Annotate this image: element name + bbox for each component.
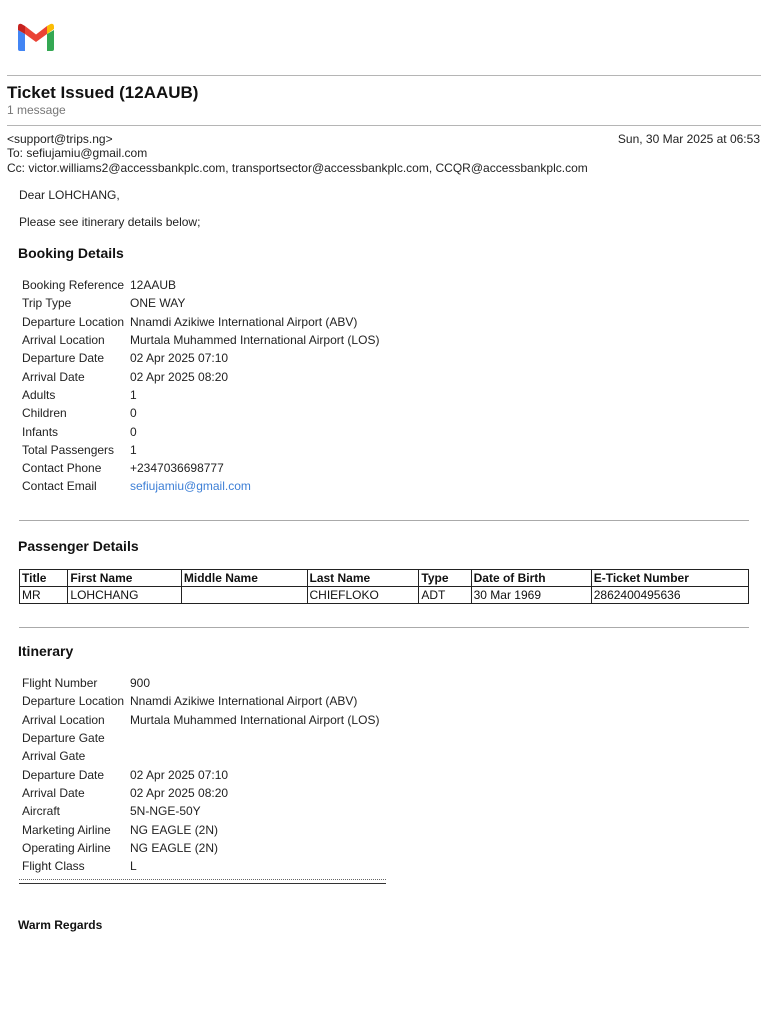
table-cell: ADT — [419, 587, 471, 604]
detail-label: Adults — [22, 387, 56, 402]
detail-value: Murtala Muhammed International Airport (LOS) — [130, 333, 380, 348]
detail-value: NG EAGLE (2N) — [130, 840, 219, 855]
detail-label: Departure Date — [22, 767, 105, 782]
detail-row — [19, 441, 381, 459]
detail-label: Contact Email — [22, 479, 97, 494]
detail-row — [19, 276, 381, 294]
booking-details-heading: Booking Details — [18, 245, 124, 261]
detail-label: Aircraft — [22, 804, 61, 819]
table-cell: 2862400495636 — [591, 587, 748, 604]
detail-row — [19, 674, 381, 692]
detail-row — [19, 747, 381, 765]
detail-row — [19, 331, 381, 349]
detail-label: Arrival Gate — [22, 749, 86, 764]
detail-label: Flight Class — [22, 859, 85, 874]
detail-value: ONE WAY — [130, 296, 186, 311]
passenger-details-heading: Passenger Details — [18, 538, 139, 554]
table-cell: LOHCHANG — [68, 587, 181, 604]
column-header: Title — [20, 570, 68, 587]
detail-row — [19, 820, 381, 838]
detail-label: Trip Type — [22, 296, 72, 311]
detail-row — [19, 349, 381, 367]
greeting: Dear LOHCHANG, — [19, 188, 120, 202]
section-divider — [19, 520, 749, 521]
detail-value: 02 Apr 2025 08:20 — [130, 785, 229, 800]
detail-label: Booking Reference — [22, 278, 125, 293]
detail-label: Marketing Airline — [22, 822, 111, 837]
detail-label: Children — [22, 406, 67, 421]
contact-email-link[interactable]: sefiujamiu@gmail.com — [130, 479, 251, 494]
detail-row — [19, 477, 381, 495]
detail-row — [19, 386, 381, 404]
detail-value: Nnamdi Azikiwe International Airport (ABV) — [130, 694, 358, 709]
detail-value: 0 — [130, 406, 137, 421]
detail-row — [19, 857, 381, 875]
gmail-logo-icon — [16, 22, 56, 52]
column-header: Last Name — [307, 570, 419, 587]
recipient-cc: Cc: victor.williams2@accessbankplc.com, transportsector@accessbankplc.com, CCQR@accessbankplc.com — [7, 161, 588, 175]
detail-row — [19, 839, 381, 857]
detail-label: Flight Number — [22, 676, 98, 691]
detail-label: Arrival Location — [22, 333, 105, 348]
detail-row — [19, 802, 381, 820]
detail-value: 02 Apr 2025 08:20 — [130, 369, 229, 384]
header-divider — [7, 125, 761, 126]
closing: Warm Regards — [18, 918, 103, 932]
detail-value: 5N-NGE-50Y — [130, 804, 201, 819]
detail-label: Arrival Location — [22, 712, 105, 727]
detail-label: Total Passengers — [22, 442, 115, 457]
detail-row — [19, 692, 381, 710]
itinerary-heading: Itinerary — [18, 643, 74, 659]
detail-value: 02 Apr 2025 07:10 — [130, 767, 229, 782]
detail-value: 1 — [130, 442, 137, 457]
message-count: 1 message — [7, 103, 66, 117]
detail-label: Departure Date — [22, 351, 105, 366]
email-subject: Ticket Issued (12AAUB) — [7, 83, 199, 102]
top-divider — [7, 75, 761, 76]
detail-value: +2347036698777 — [130, 461, 224, 476]
intro-text: Please see itinerary details below; — [19, 215, 201, 229]
detail-value: Murtala Muhammed International Airport (LOS) — [130, 712, 380, 727]
email-date: Sun, 30 Mar 2025 at 06:53 — [617, 132, 760, 146]
detail-value: 900 — [130, 676, 151, 691]
detail-value — [127, 729, 381, 747]
detail-value: L — [130, 859, 137, 874]
detail-row — [19, 294, 381, 312]
column-header: Type — [419, 570, 471, 587]
itinerary-table — [19, 674, 381, 875]
detail-label: Arrival Date — [22, 785, 85, 800]
detail-label: Departure Gate — [22, 731, 105, 746]
table-row — [20, 587, 749, 604]
booking-details-table — [19, 276, 381, 496]
detail-label: Contact Phone — [22, 461, 102, 476]
column-header: Middle Name — [181, 570, 307, 587]
table-cell: 30 Mar 1969 — [471, 587, 591, 604]
table-cell: CHIEFLOKO — [307, 587, 419, 604]
recipient-to: To: sefiujamiu@gmail.com — [7, 146, 148, 160]
detail-label: Departure Location — [22, 314, 125, 329]
detail-label: Arrival Date — [22, 369, 85, 384]
detail-value: 0 — [130, 424, 137, 439]
detail-row — [19, 404, 381, 422]
detail-row — [19, 765, 381, 783]
column-header: Date of Birth — [471, 570, 591, 587]
column-header: First Name — [68, 570, 181, 587]
itinerary-bottom-rule — [19, 879, 386, 884]
detail-value: 1 — [130, 387, 137, 402]
column-header: E-Ticket Number — [591, 570, 748, 587]
table-cell — [181, 587, 307, 604]
detail-row — [19, 729, 381, 747]
detail-row — [19, 459, 381, 477]
detail-label: Infants — [22, 424, 59, 439]
detail-label: Departure Location — [22, 694, 125, 709]
detail-row — [19, 711, 381, 729]
detail-value: 02 Apr 2025 07:10 — [130, 351, 229, 366]
detail-row — [19, 422, 381, 440]
section-divider — [19, 627, 749, 628]
detail-value: 12AAUB — [130, 278, 177, 293]
table-cell: MR — [20, 587, 68, 604]
detail-value: NG EAGLE (2N) — [130, 822, 219, 837]
passenger-table — [19, 569, 749, 604]
detail-row — [19, 784, 381, 802]
detail-value: Nnamdi Azikiwe International Airport (ABV) — [130, 314, 358, 329]
detail-value — [127, 747, 381, 765]
sender: <support@trips.ng> — [7, 132, 113, 146]
detail-label: Operating Airline — [22, 840, 111, 855]
detail-row — [19, 367, 381, 385]
detail-value — [127, 477, 381, 495]
detail-row — [19, 313, 381, 331]
